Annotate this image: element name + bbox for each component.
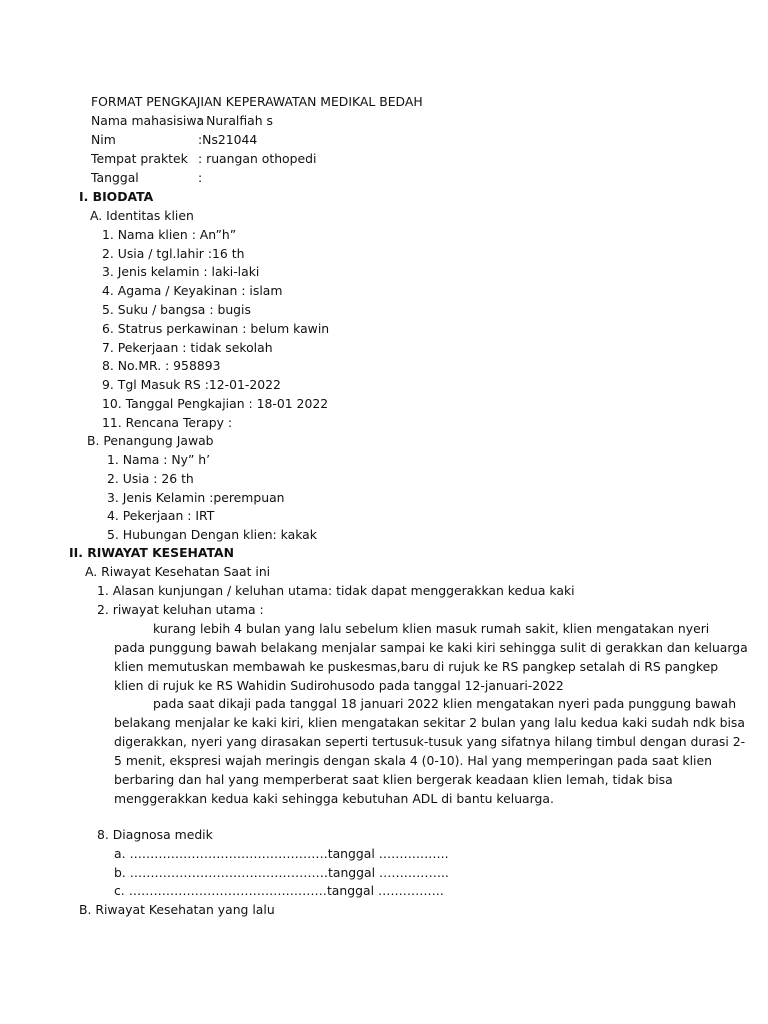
paragraph-line: klien di rujuk ke RS Wahidin Sudirohusodo pada tanggal 12-januari-2022 [114, 678, 564, 693]
tempat-praktek-value: : ruangan othopedi [198, 151, 317, 166]
paragraph-line: belakang menjalar ke kaki kiri, klien mengatakan sekitar 2 bulan yang lalu kedua kaki sudah ndk bisa [114, 715, 745, 730]
identitas-item: 1. Nama klien : An”h” [102, 227, 237, 242]
nim-value: :Ns21044 [198, 132, 258, 147]
nim-label: Nim [91, 132, 116, 147]
paragraph-line: 5 menit, ekspresi wajah meringis dengan skala 4 (0-10). Hal yang memperingan pada saat klien [114, 753, 712, 768]
paragraph-line: berbaring dan hal yang memperberat saat klien bergerak keadaan klien lemah, tidak bisa [114, 772, 673, 787]
alasan-kunjungan: 1. Alasan kunjungan / keluhan utama: tidak dapat menggerakkan kedua kaki [97, 583, 575, 598]
nama-mahasiswa-value: : Nuralfiah s [198, 113, 274, 128]
document-title: FORMAT PENGKAJIAN KEPERAWATAN MEDIKAL BEDAH [91, 94, 423, 109]
riwayat-saat-ini-heading: A. Riwayat Kesehatan Saat ini [85, 564, 271, 579]
riwayat-keluhan-label: 2. riwayat keluhan utama : [97, 602, 264, 617]
riwayat-kesehatan-heading: II. RIWAYAT KESEHATAN [69, 545, 234, 560]
nama-mahasiswa-row [91, 112, 273, 131]
diagnosa-item: a. …………………………………………tanggal …………….. [114, 846, 449, 861]
paragraph-line: pada punggung bawah belakang menjalar sampai ke kaki kiri sehingga sulit di gerakkan dan keluarga [114, 640, 748, 655]
paragraph-line: pada saat dikaji pada tanggal 18 januari 2022 klien mengatakan nyeri pada punggung bawah [153, 696, 737, 711]
identitas-item: 10. Tanggal Pengkajian : 18-01 2022 [102, 396, 329, 411]
identitas-item: 11. Rencana Terapy : [102, 415, 233, 430]
identitas-item: 5. Suku / bangsa : bugis [102, 302, 251, 317]
tempat-praktek-label: Tempat praktek [91, 151, 188, 166]
nim-row [91, 131, 257, 150]
penanggung-item: 2. Usia : 26 th [107, 471, 194, 486]
diagnosa-item: c. …………………………………………tanggal ……………. [114, 883, 444, 898]
penanggung-item: 3. Jenis Kelamin :perempuan [107, 490, 285, 505]
diagnosa-item: b. …………………………………………tanggal …………….. [114, 865, 449, 880]
tempat-praktek-row [91, 150, 316, 169]
paragraph-line: menggerakkan kedua kaki sehingga kebutuhan ADL di bantu keluarga. [114, 791, 554, 806]
paragraph-line: digerakkan, nyeri yang dirasakan seperti tertusuk-tusuk yang sifatnya hilang timbul dengan durasi 2- [114, 734, 746, 749]
identitas-klien-heading: A. Identitas klien [90, 208, 194, 223]
identitas-item: 9. Tgl Masuk RS :12-01-2022 [102, 377, 281, 392]
identitas-item: 8. No.MR. : 958893 [102, 358, 221, 373]
paragraph-line: kurang lebih 4 bulan yang lalu sebelum klien masuk rumah sakit, klien mengatakan nyeri [153, 621, 710, 636]
penanggung-item: 4. Pekerjaan : IRT [107, 508, 215, 523]
penanggung-item: 1. Nama : Ny” h’ [107, 452, 211, 467]
nama-mahasiswa-label: Nama mahasisiwa [91, 113, 205, 128]
identitas-item: 6. Statrus perkawinan : belum kawin [102, 321, 330, 336]
penanggung-item: 5. Hubungan Dengan klien: kakak [107, 527, 317, 542]
tanggal-value: : [198, 170, 203, 185]
identitas-item: 2. Usia / tgl.lahir :16 th [102, 246, 245, 261]
identitas-item: 3. Jenis kelamin : laki-laki [102, 264, 260, 279]
riwayat-lalu-heading: B. Riwayat Kesehatan yang lalu [79, 902, 275, 917]
paragraph-line: klien memutuskan membawah ke puskesmas,baru di rujuk ke RS pangkep setalah di RS pangkep [114, 659, 719, 674]
tanggal-label: Tanggal [91, 170, 139, 185]
identitas-item: 7. Pekerjaan : tidak sekolah [102, 340, 273, 355]
penanggung-jawab-heading: B. Penangung Jawab [87, 433, 214, 448]
diagnosa-medik-heading: 8. Diagnosa medik [97, 827, 213, 842]
identitas-item: 4. Agama / Keyakinan : islam [102, 283, 283, 298]
biodata-heading: I. BIODATA [79, 189, 154, 204]
tanggal-row [91, 169, 202, 188]
